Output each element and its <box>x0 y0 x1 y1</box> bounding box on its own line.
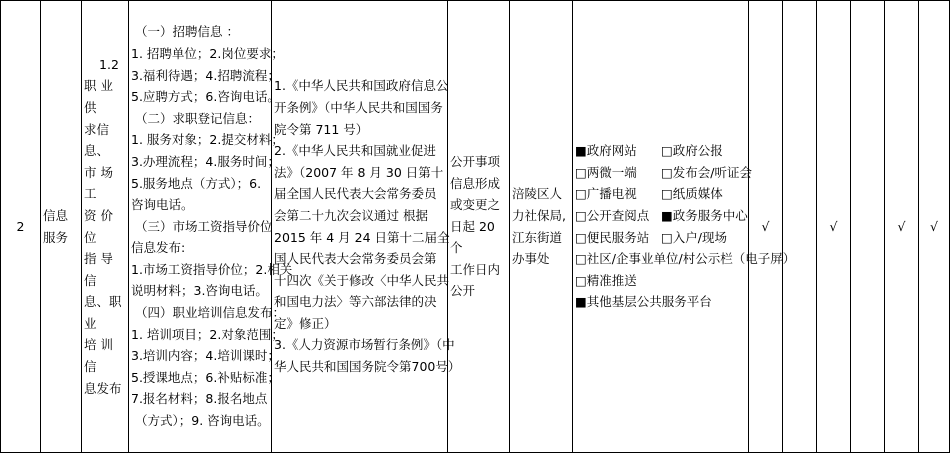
category-line: 信息 <box>43 207 69 223</box>
table-row <box>1 1 950 453</box>
channel-option: □社区/企事业单位/村公示栏（电子屏） <box>575 251 796 267</box>
basis-line: 和国电力法〉等六部法律的决 <box>274 294 437 310</box>
channel-option: ■政府网站 <box>575 143 637 159</box>
channel-option: □入户/现场 <box>661 229 728 245</box>
basis-line: 届全国人民代表大会常务委员 <box>274 186 437 202</box>
channel-option: ■其他基层公共服务平台 <box>575 294 712 310</box>
sub-item-line: 资 价 位 <box>84 207 113 245</box>
timing-line: 公开 <box>450 283 476 299</box>
content-line: 5.服务地点（方式）；6. <box>131 175 262 191</box>
timing-cell <box>448 1 510 453</box>
sub-item-line: 息发布 <box>84 380 122 396</box>
timing-line: 或变更之 <box>450 197 501 213</box>
channel-option: ■政务服务中心 <box>661 207 748 223</box>
content-line: （方式）；9. 咨询电话。 <box>135 413 270 429</box>
basis-line: 1.《中华人民共和国政府信息公 <box>274 78 449 94</box>
basis-line: 2.《中华人民共和国就业促进 <box>274 143 436 159</box>
basis-line: 院令第 711 号） <box>274 121 369 137</box>
sub-item-line: 市 场 工 <box>84 164 113 202</box>
basis-line: 十四次《关于修改〈中华人民共 <box>274 272 450 288</box>
sub-item-cell <box>82 1 129 453</box>
check-cell: √ <box>885 1 919 453</box>
sub-item-line: 1.2 <box>99 56 119 72</box>
content-line: 3.福利待遇；4.招聘流程； <box>131 67 280 83</box>
basis-line: 定》修正） <box>274 315 337 331</box>
check-cell <box>783 1 817 453</box>
check-cell: √ <box>817 1 851 453</box>
content-line: 1. 服务对象；2.提交材料； <box>131 132 284 148</box>
subject-line: 江东街道 <box>512 229 563 245</box>
subject-cell <box>510 1 573 453</box>
content-line: 咨询电话。 <box>131 197 194 213</box>
channel-option: □精准推送 <box>575 272 637 288</box>
content-line: （三）市场工资指导价位 <box>135 218 273 234</box>
sub-item-line: 指 导 信 <box>84 251 113 288</box>
content-line: 5.应聘方式；6.咨询电话。 <box>131 89 280 105</box>
content-line: （一）招聘信息 ： <box>135 24 239 40</box>
basis-line: 华人民共和国国务院令第700号） <box>274 359 461 375</box>
channel-option: □发布会/听证会 <box>661 164 753 180</box>
subject-line: 涪陵区人 <box>512 186 563 202</box>
content-line: 信息发布: <box>131 240 186 256</box>
category-line: 服务 <box>43 229 69 245</box>
content-line: 7.报名材料；8.报名地点 <box>131 391 268 407</box>
basis-cell <box>272 1 461 453</box>
basis-line: 3.《人力资源市场暂行条例》（中 <box>274 337 455 353</box>
channel-option: □公开查阅点 <box>575 207 650 223</box>
channel-option: □两微一端 <box>575 164 637 180</box>
content-line: 1.市场工资指导价位；2.相关 <box>131 261 293 277</box>
basis-line: 2015 年 4 月 24 日第十二届全 <box>274 229 450 245</box>
timing-line: 日起 20 个 <box>450 218 495 256</box>
channel-option: □便民服务站 <box>575 229 650 245</box>
content-line: （四）职业培训信息发布： <box>135 305 286 321</box>
basis-line: 开条例》（中华人民共和国国务 <box>274 99 443 115</box>
category-cell <box>41 1 82 453</box>
basis-line: 会第二十九次会议通过 根据 <box>274 207 428 223</box>
content-line: 5.授课地点；6.补贴标准； <box>131 369 280 385</box>
channel-option: □政府公报 <box>661 143 723 159</box>
channels-cell <box>573 1 796 453</box>
sub-item-line: 培 训 信 <box>84 337 113 375</box>
sub-item-line: 职 业 供 <box>84 78 113 115</box>
check-cell <box>851 1 885 453</box>
basis-line: 法》（2007 年 8 月 30 日第十 <box>274 164 444 180</box>
check-cell: √ <box>749 1 783 453</box>
subject-line: 力社保局, <box>512 207 566 223</box>
timing-line: 工作日内 <box>450 261 501 277</box>
row-number: 2 <box>1 1 41 453</box>
basis-line: 国人民代表大会常务委员会第 <box>274 251 437 267</box>
timing-line: 公开事项 <box>450 153 501 169</box>
content-line: 说明材料；3.咨询电话。 <box>131 283 268 299</box>
content-line: 3.培训内容；4.培训课时； <box>131 348 280 364</box>
channels-grid <box>575 140 796 313</box>
content-line: 3.办理流程；4.服务时间； <box>131 153 280 169</box>
sub-item-line: 求信息、 <box>84 121 110 159</box>
content-line: 1. 培训项目；2.对象范围； <box>131 326 284 342</box>
timing-line: 信息形成 <box>450 175 501 191</box>
check-cell: √ <box>919 1 950 453</box>
sub-item-line: 息、职业 <box>84 294 122 331</box>
content-cell <box>129 1 293 453</box>
channel-option: □纸质媒体 <box>661 186 723 202</box>
channel-option: □广播电视 <box>575 186 637 202</box>
subject-line: 办事处 <box>512 251 550 267</box>
content-line: （二）求职登记信息： <box>135 110 261 126</box>
content-line: 1. 招聘单位；2.岗位要求； <box>131 45 284 61</box>
